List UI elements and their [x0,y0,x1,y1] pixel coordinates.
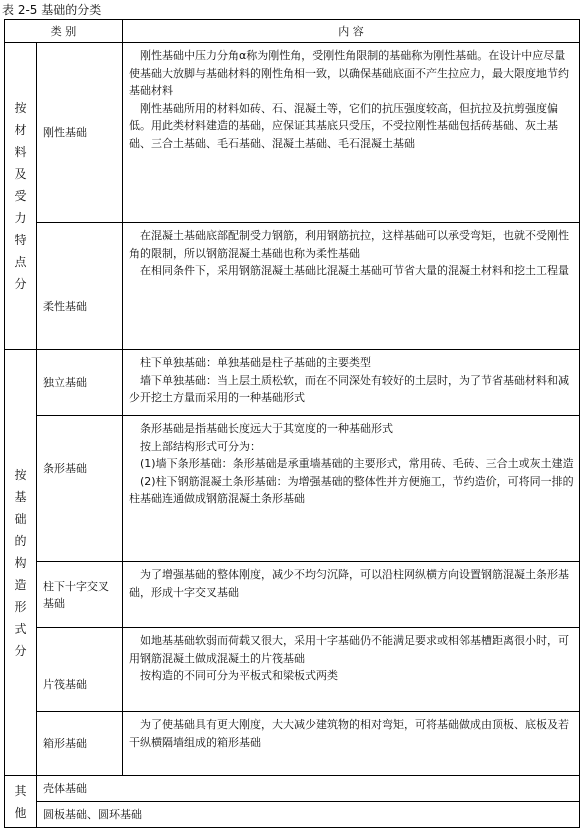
row-content-flexible: 在混凝土基础底部配制受力钢筋，利用钢筋抗拉，这样基础可以承受弯矩，也就不受刚性角的限制，所以钢筋混凝土基础也称为柔性基础 在相同条件下，采用钢筋混凝土基础比混凝土基础可节省大量的混凝土材料和挖土工程量 [123,223,580,350]
row-content-rigid: 刚性基础中压力分角α称为刚性角，受刚性角限制的基础称为刚性基础。在设计中应尽量使基础大放脚与基础材料的刚性角相一致，以确保基础底面不产生拉应力，最大限度地节约基础材料 刚性基础所用的材料如砖、石、混凝土等，它们的抗压强度较高，但抗拉及抗剪强度偏低。用此类材料建造的基础，应保证其基底只受压，不受拉刚性基础包括砖基础、灰土基础、三合土基础、毛石基础、混凝土基础、毛石混凝土基础 [123,43,580,223]
row-name-flexible: 柔性基础 [37,223,123,350]
table-row [5,43,580,223]
row-content-box: 为了使基础具有更大刚度，大大减少建筑物的相对弯矩，可将基础做成由顶板、底板及若干纵横隔墙组成的箱形基础 [123,712,580,776]
row-content-strip: 条形基础是指基础长度远大于其宽度的一种基础形式 按上部结构形式可分为： (1)墙下条形基础：条形基础是承重墙基础的主要形式，常用砖、毛砖、三合土或灰土建造 (2)柱下钢筋混凝土条形基础：为增强基础的整体性并方便施工，节约造价，可将同一排的柱基础连通做成钢筋混凝土条形基础 [123,416,580,562]
table-title: 表 2-5 基础的分类 [2,3,102,17]
row-content-isolated: 柱下单独基础：单独基础是柱子基础的主要类型 墙下单独基础：当上层土质松软，而在不同深处有较好的土层时，为了节省基础材料和减少开挖土方量而采用的一种基础形式 [123,350,580,416]
row-name-raft: 片筏基础 [37,628,123,712]
table-row [5,223,580,350]
row-content-raft: 如地基基础软弱而荷载又很大，采用十字基础仍不能满足要求或相邻基槽距离很小时，可用钢筋混凝土做成混凝土的片筏基础 按构造的不同可分为平板式和梁板式两类 [123,628,580,712]
table-row [5,416,580,562]
row-name-box: 箱形基础 [37,712,123,776]
group-label-material: 按 材 料 及 受 力 特 点 分 [5,43,37,350]
table-row [5,628,580,712]
table-row [5,712,580,776]
row-name-rigid: 刚性基础 [37,43,123,223]
header-content: 内 容 [123,20,580,43]
table-header-row [5,20,580,43]
row-name-cross: 柱下十字交叉基础 [37,562,123,628]
header-category: 类 别 [5,20,123,43]
row-name-circular: 圆板基础、圆环基础 [37,802,580,828]
row-content-cross: 为了增强基础的整体刚度，减少不均匀沉降，可以沿柱网纵横方向设置钢筋混凝土条形基础，形成十字交叉基础 [123,562,580,628]
table-row [5,802,580,828]
row-name-strip: 条形基础 [37,416,123,562]
table-row [5,776,580,802]
group-label-other: 其 他 [5,776,37,828]
row-name-isolated: 独立基础 [37,350,123,416]
table-row [5,562,580,628]
table-row [5,350,580,416]
row-name-shell: 壳体基础 [37,776,580,802]
group-label-structure: 按 基 础 的 构 造 形 式 分 [5,350,37,776]
foundation-classification-table [4,19,580,828]
